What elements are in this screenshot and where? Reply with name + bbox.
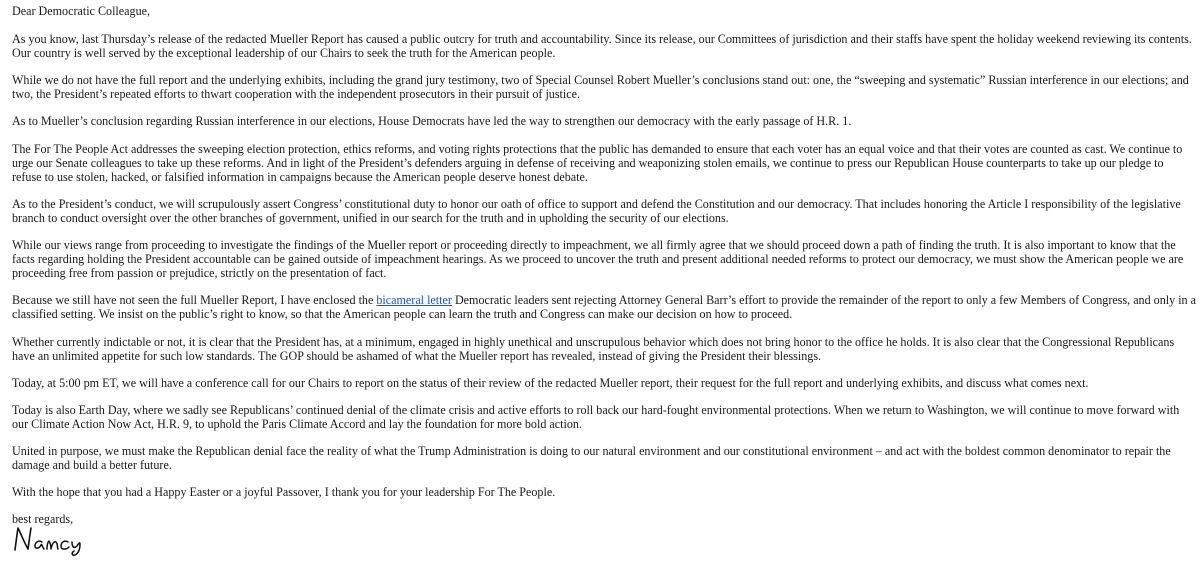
- paragraph-7-after: Democratic leaders sent rejecting Attorney General Barr’s effort to provide the remainder of the report to only a few Members of Congress, and only in a classified setting. We insist on the public’s right to know, so that the American people can learn the truth and Congress can make our decision on how to proceed.: [12, 293, 1196, 322]
- paragraph-7-before: Because we still have not seen the full Mueller Report, I have enclosed the: [12, 293, 377, 308]
- letter-body: [12, 4, 1196, 539]
- paragraph-4: The For The People Act addresses the sweeping election protection, ethics reforms, and voting rights protections that the public has demanded to ensure that each voter has an equal voice and that their votes are counted as cast. We continue to urge our Senate colleagues to take up these reforms. And in light of the President’s defenders arguing in defense of receiving and weaponizing stolen emails, we continue to press our Republican House counterparts to take up our pledge to refuse to use stolen, hacked, or falsified information in campaigns because the American people deserve honest debate.: [12, 141, 1183, 184]
- bicameral-letter-link[interactable]: bicameral letter: [376, 293, 452, 308]
- paragraph-10: Today is also Earth Day, where we sadly see Republicans’ continued denial of the climate crisis and active efforts to roll back our hard-fought environmental protections. When we return to Washington, we will continue to move forward with our Climate Action Now Act, H.R. 9, to uphold the Paris Climate Accord and lay the foundation for more bold action.: [12, 402, 1180, 431]
- paragraph-11: United in purpose, we must make the Republican denial face the reality of what the Trump Administration is doing to our natural environment and our constitutional environment – and act with the boldest common denominator to repair the damage and build a better future.: [12, 443, 1171, 473]
- paragraph-7: [12, 293, 1196, 321]
- paragraph-3: As to Mueller’s conclusion regarding Russian interference in our elections, House Democrats have led the way to strengthen our democracy with the early passage of H.R. 1.: [12, 114, 852, 129]
- paragraph-1: As you know, last Thursday’s release of the redacted Mueller Report has caused a public outcry for truth and accountability. Since its release, our Committees of jurisdiction and their staffs have spent the holiday weekend reviewing its contents. Our country is well served by the exceptional leadership of our Chairs to seek the truth for the American people.: [12, 32, 1192, 61]
- handwritten-signature: [12, 522, 92, 556]
- signature-graphic: [12, 522, 92, 556]
- closing: best regards,: [12, 512, 74, 527]
- paragraph-9: Today, at 5:00 pm ET, we will have a conference call for our Chairs to report on the status of their review of the redacted Mueller report, their request for the full report and underlying exhibits, and discuss what comes next.: [12, 375, 1089, 390]
- greeting: Dear Democratic Colleague,: [12, 4, 151, 18]
- paragraph-8: Whether currently indictable or not, it is clear that the President has, at a minimum, engaged in highly unethical and unscrupulous behavior which does not bring honor to the office he holds. It is also clear that the Congressional Republicans have an unlimited appetite for such low standards. The GOP should be ashamed of what the Mueller report has revealed, instead of giving the President their blessings.: [12, 334, 1175, 363]
- paragraph-6: While our views range from proceeding to investigate the findings of the Mueller report or proceeding directly to impeachment, we all firmly agree that we should proceed down a path of finding the truth. It is also important to know that the facts regarding holding the President accountable can be gained outside of impeachment hearings. As we proceed to uncover the truth and present additional needed reforms to protect our democracy, we must show the American people we are proceeding free from passion or prejudice, strictly on the presentation of fact.: [12, 238, 1184, 281]
- paragraph-12: With the hope that you had a Happy Easter or a joyful Passover, I thank you for your leadership For The People.: [12, 485, 556, 500]
- paragraph-5: As to the President’s conduct, we will scrupulously assert Congress’ constitutional duty to honor our oath of office to support and defend the Constitution and our democracy. That includes honoring the Article I responsibility of the legislative branch to conduct oversight over the other branches of government, unified in our search for the truth and in upholding the security of our elections.: [12, 196, 1181, 225]
- paragraph-2: While we do not have the full report and the underlying exhibits, including the grand jury testimony, two of Special Counsel Robert Mueller’s conclusions stand out: one, the “sweeping and systematic” Russian interference in our elections; and two, the President’s repeated efforts to thwart cooperation with the independent prosecutors in their pursuit of justice.: [12, 73, 1189, 102]
